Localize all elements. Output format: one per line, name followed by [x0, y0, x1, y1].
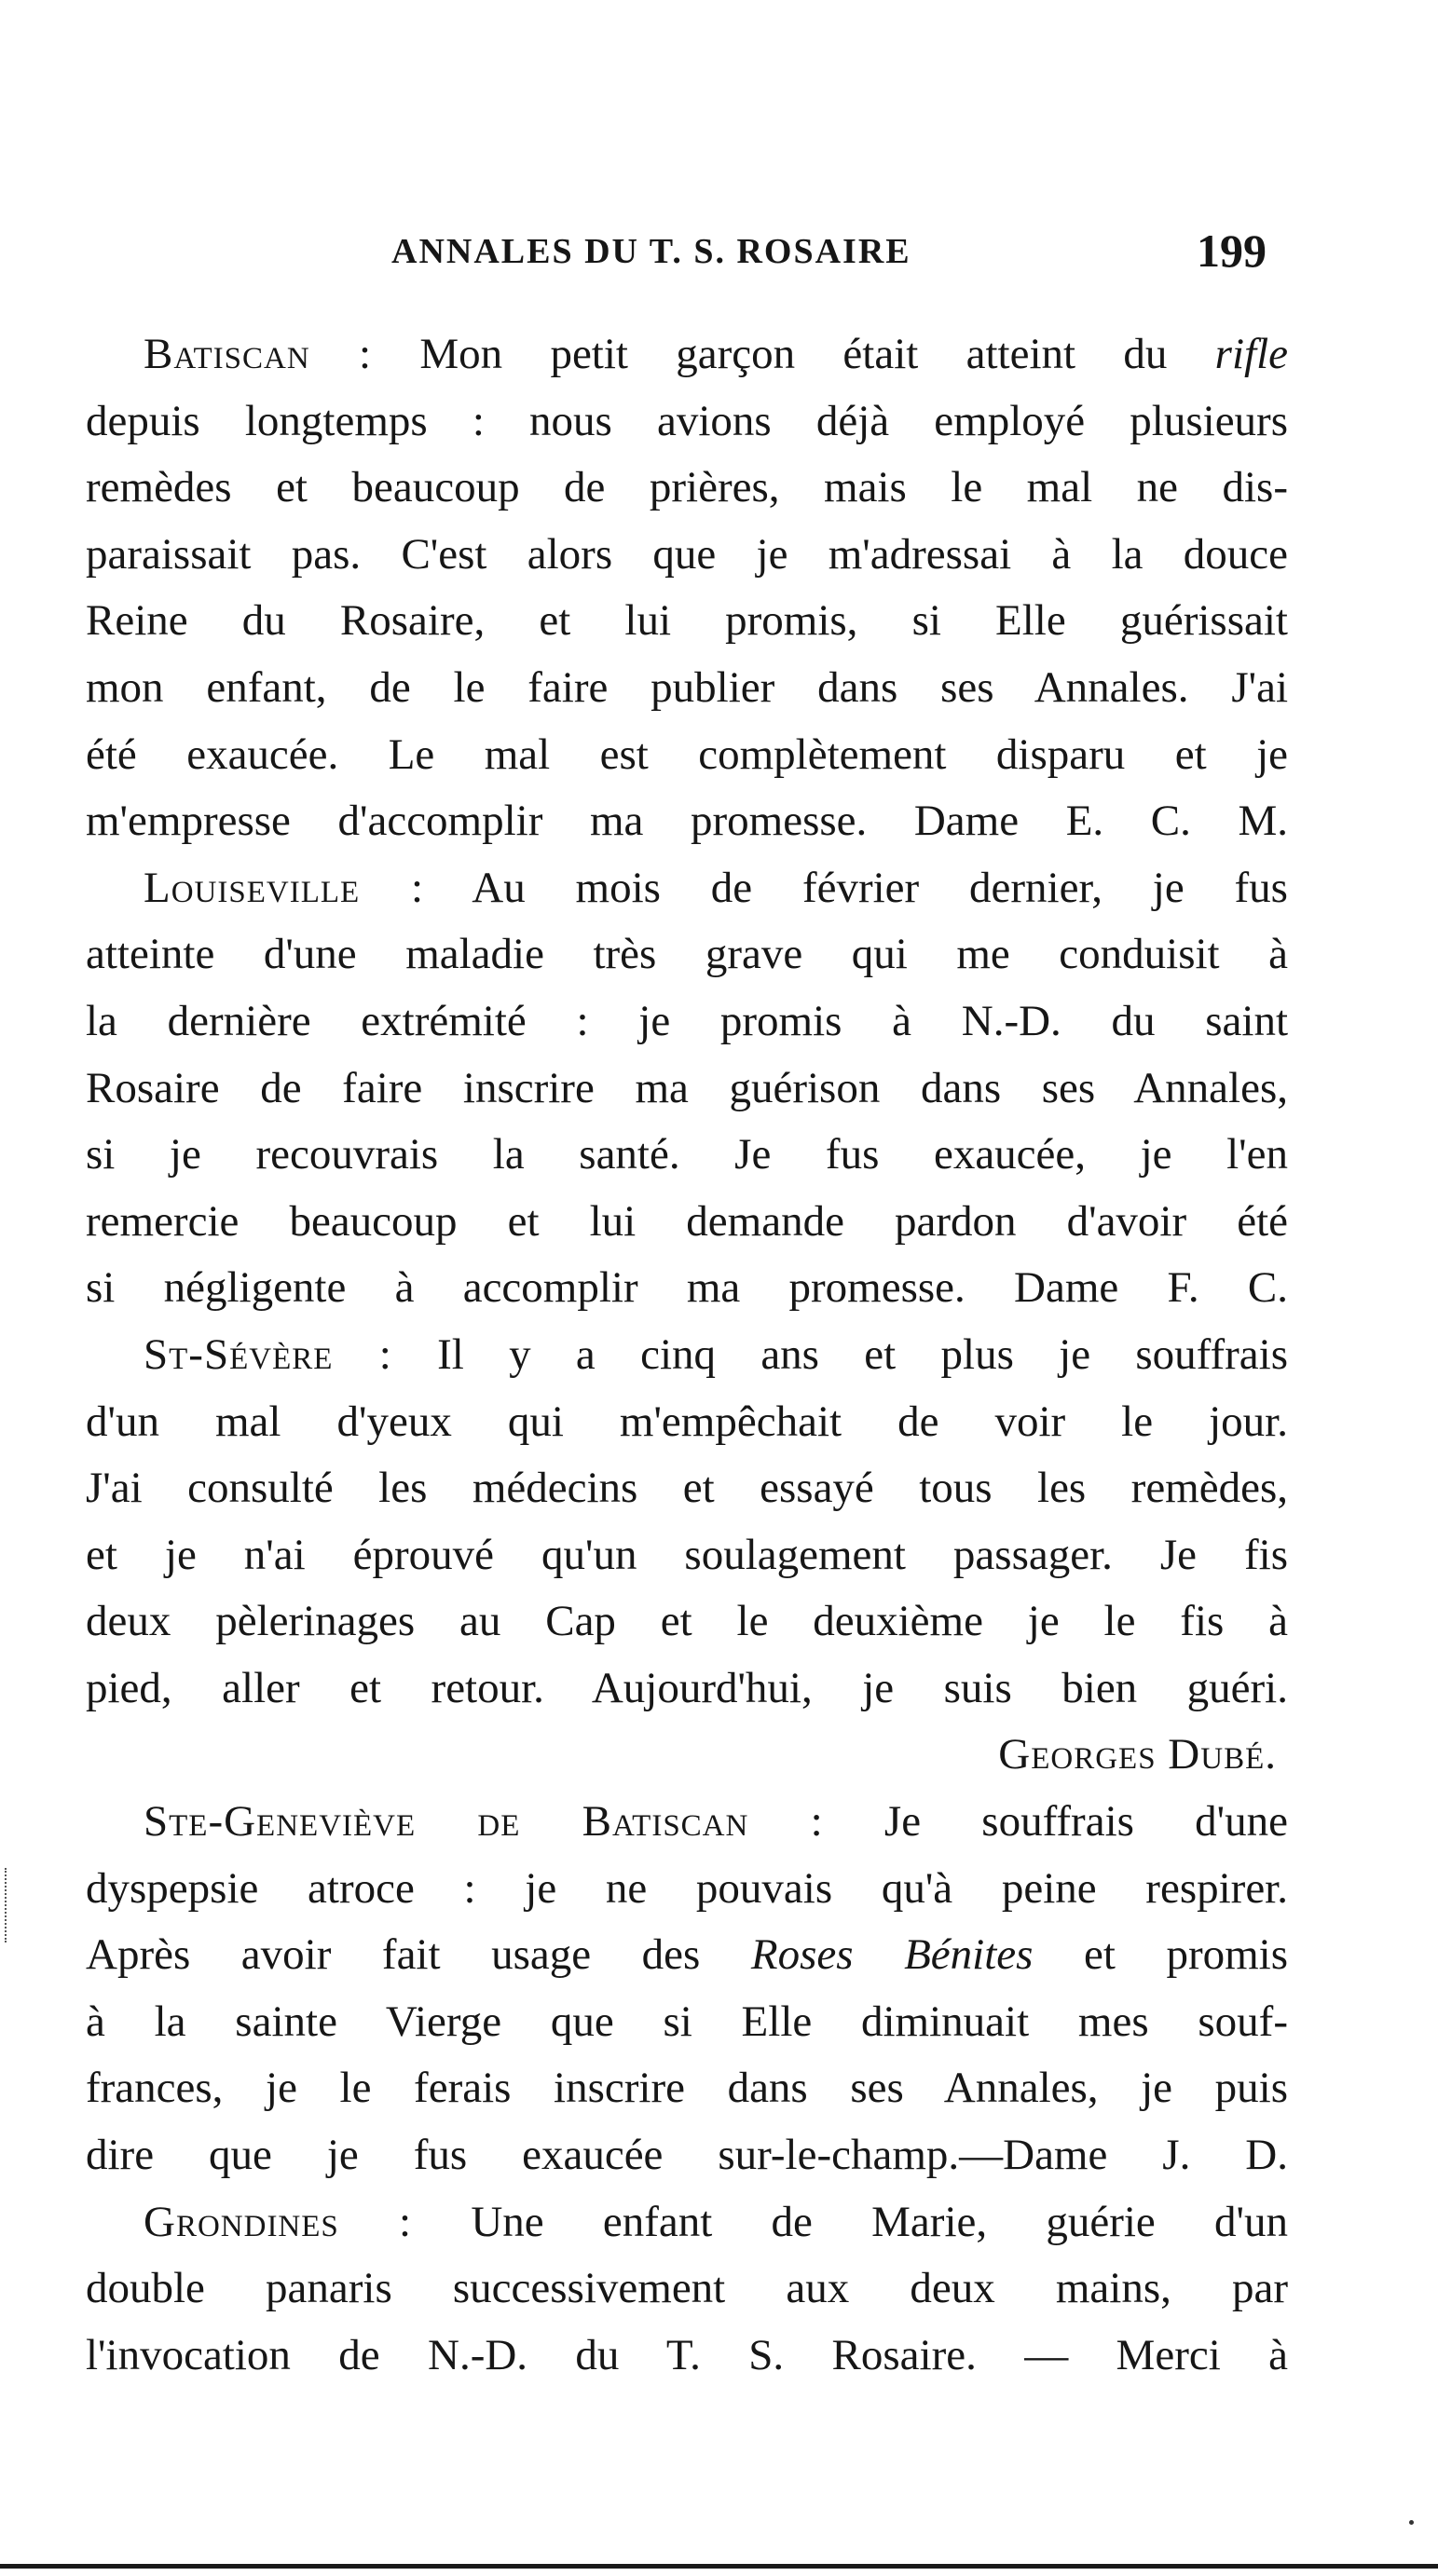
entry-louiseville-line-1: Louiseville : Au mois de février dernier, je fus — [144, 863, 1288, 912]
ink-speck — [1409, 2520, 1414, 2525]
text-line: atteinte d'une maladie très grave qui me conduisit à — [86, 930, 1288, 979]
text-line: la dernière extrémité : je promis à N.-D. du saint — [86, 996, 1288, 1045]
text-line: Reine du Rosaire, et lui promis, si Elle guérissait — [86, 596, 1288, 646]
text-line: si je recouvrais la santé. Je fus exaucée, je l'en — [86, 1130, 1288, 1179]
margin-dotted-mark — [5, 1868, 8, 1942]
text-line: et je n'ai éprouvé qu'un soulagement passager. Je fis — [86, 1530, 1288, 1579]
page-body — [86, 321, 1288, 2389]
entry-ste-genevieve-line-1: Ste-Geneviève de Batiscan : Je souffrais d'une — [144, 1797, 1288, 1847]
text-line: été exaucée. Le mal est complètement disparu et je — [86, 729, 1288, 779]
bottom-rule — [0, 2564, 1438, 2569]
text-line: deux pèlerinages au Cap et le deuxième je le fis à — [86, 1597, 1288, 1646]
signature: Georges Dubé. — [998, 1730, 1277, 1779]
text-line: d'un mal d'yeux qui m'empêchait de voir le jour. — [86, 1397, 1288, 1446]
italic-word: Roses Bénites — [750, 1930, 1034, 1980]
text-line: Rosaire de faire inscrire ma guérison dans ses Annales, — [86, 1063, 1288, 1112]
text-line: remèdes et beaucoup de prières, mais le mal ne dis- — [86, 463, 1288, 512]
text-line: double panaris successivement aux deux mains, par — [86, 2264, 1288, 2313]
italic-word: rifle — [1214, 330, 1288, 378]
text-line: J'ai consulté les médecins et essayé tous les remèdes, — [86, 1464, 1288, 1513]
place-name: Batiscan : — [144, 330, 373, 378]
page-header — [0, 224, 1438, 289]
entry-batiscan-line-1: Batiscan : Mon petit garçon était atteint du rifle — [144, 330, 1288, 378]
place-name: Ste-Geneviève de Batiscan : — [144, 1797, 824, 1847]
text-line: l'invocation de N.-D. du T. S. Rosaire. — Merci à — [86, 2330, 1288, 2379]
text-line: dire que je fus exaucée sur-le-champ.—Dame J. D. — [86, 2131, 1288, 2180]
running-title: ANNALES DU T. S. ROSAIRE — [391, 232, 911, 271]
entry-st-severe-line-1: St-Sévère : Il y a cinq ans et plus je souffrais — [144, 1329, 1289, 1379]
text-line: remercie beaucoup et lui demande pardon d'avoir été — [86, 1196, 1288, 1246]
place-name: Louiseville : — [144, 863, 425, 912]
page-number: 199 — [1197, 225, 1267, 277]
text-line: paraissait pas. C'est alors que je m'adressai à la douce — [86, 529, 1288, 579]
text-line: m'empresse d'accomplir ma promesse. Dame E. C. M. — [86, 797, 1288, 846]
entry-grondines-line-1: Grondines : Une enfant de Marie, guérie d'un — [144, 2197, 1288, 2246]
text-line: pied, aller et retour. Aujourd'hui, je suis bien guéri. — [86, 1663, 1288, 1712]
text-line: depuis longtemps : nous avions déjà employé plusieurs — [86, 396, 1288, 445]
text-line: si négligente à accomplir ma promesse. Dame F. C. — [86, 1263, 1288, 1313]
text-line: dyspepsie atroce : je ne pouvais qu'à peine respirer. — [86, 1863, 1288, 1913]
text-line: frances, je le ferais inscrire dans ses Annales, je puis — [86, 2064, 1288, 2113]
text-line: mon enfant, de le faire publier dans ses Annales. J'ai — [86, 662, 1288, 712]
text-line: Après avoir fait usage des Roses Bénites et promis — [86, 1930, 1289, 1980]
place-name: Grondines : — [144, 2197, 413, 2246]
text-line: à la sainte Vierge que si Elle diminuait mes souf- — [86, 1997, 1288, 2046]
place-name: St-Sévère : — [144, 1329, 392, 1379]
